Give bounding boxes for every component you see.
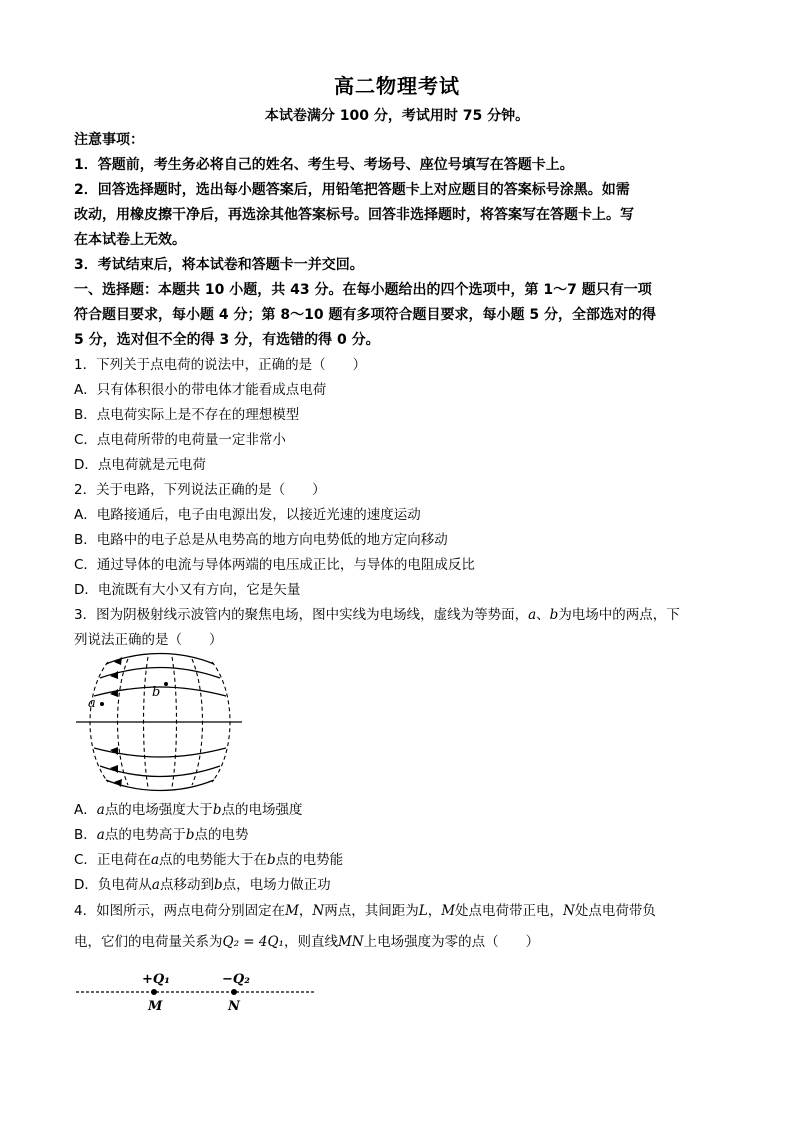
q1-option-c: C．点电荷所带的电荷量一定非常小 bbox=[74, 432, 286, 448]
q1-stem: 1．下列关于点电荷的说法中，正确的是（ ） bbox=[74, 357, 367, 373]
point-b-label: b bbox=[549, 607, 559, 623]
notice-item-2-line-3: 在本试卷上无效。 bbox=[74, 232, 186, 248]
q3-option-b: B．a点的电势高于b点的电势 bbox=[74, 827, 249, 843]
section-1-line-2: 符合题目要求，每小题 4 分；第 8～10 题有多项符合题目要求，每小题 5 分，全部选对的得 bbox=[74, 307, 656, 323]
focusing-field-figure bbox=[70, 652, 250, 792]
q2-option-a: A．电路接通后，电子由电源出发，以接近光速的速度运动 bbox=[74, 507, 421, 523]
q2-option-d: D．电流既有大小又有方向，它是矢量 bbox=[74, 582, 301, 598]
q1-option-b: B．点电荷实际上是不存在的理想模型 bbox=[74, 407, 300, 423]
point-a-label: a bbox=[528, 607, 537, 623]
notice-item-3: 3．考试结束后，将本试卷和答题卡一并交回。 bbox=[74, 257, 364, 273]
charge-q2-label: −Q₂ bbox=[222, 972, 250, 987]
q3-stem-line-1: 3．图为阴极射线示波管内的聚焦电场，图中实线为电场线，虚线为等势面，a、b为电场中的两点，下 bbox=[74, 607, 680, 623]
point-charges-figure bbox=[72, 965, 322, 1017]
q3-option-c: C．正电荷在a点的电势能大于在b点的电势能 bbox=[74, 852, 344, 868]
q3-option-d: D．负电荷从a点移动到b点，电场力做正功 bbox=[74, 877, 331, 893]
q2-stem: 2．关于电路，下列说法正确的是（ ） bbox=[74, 482, 326, 498]
q2-option-c: C．通过导体的电流与导体两端的电压成正比，与导体的电阻成反比 bbox=[74, 557, 475, 573]
figure-label-b: b bbox=[152, 685, 161, 700]
exam-info: 本试卷满分 100 分，考试用时 75 分钟。 bbox=[264, 108, 530, 124]
point-n-label: N bbox=[228, 999, 240, 1014]
q4-stem-line-2: 电，它们的电荷量关系为Q₂ = 4Q₁，则直线MN上电场强度为零的点（ ） bbox=[74, 934, 540, 950]
q2-option-b: B．电路中的电子总是从电势高的地方向电势低的地方定向移动 bbox=[74, 532, 448, 548]
section-1-line-1: 一、选择题：本题共 10 小题，共 43 分。在每小题给出的四个选项中，第 1～7 题只有一项 bbox=[74, 282, 652, 298]
q4-stem-line-1: 4．如图所示，两点电荷分别固定在M，N两点，其间距为L，M处点电荷带正电，N处点电荷带负 bbox=[74, 903, 656, 919]
figure-label-a: a bbox=[88, 696, 96, 711]
q1-option-d: D．点电荷就是元电荷 bbox=[74, 457, 206, 473]
q3-option-a: A．a点的电场强度大于b点的电场强度 bbox=[74, 802, 303, 818]
page-title: 高二物理考试 bbox=[334, 74, 460, 98]
notice-heading: 注意事项： bbox=[74, 132, 144, 148]
notice-item-2-line-2: 改动，用橡皮擦干净后，再选涂其他答案标号。回答非选择题时，将答案写在答题卡上。写 bbox=[74, 207, 634, 223]
q3-stem-line-2: 列说法正确的是（ ） bbox=[74, 632, 223, 648]
q1-option-a: A．只有体积很小的带电体才能看成点电荷 bbox=[74, 382, 327, 398]
charge-relation-formula: Q₂ = 4Q₁ bbox=[222, 934, 284, 950]
section-1-line-3: 5 分，选对但不全的得 3 分，有选错的得 0 分。 bbox=[74, 332, 380, 348]
charge-q1-label: +Q₁ bbox=[142, 972, 170, 987]
notice-item-1: 1．答题前，考生务必将自己的姓名、考生号、考场号、座位号填写在答题卡上。 bbox=[74, 157, 574, 173]
notice-item-2-line-1: 2．回答选择题时，选出每小题答案后，用铅笔把答题卡上对应题目的答案标号涂黑。如需 bbox=[74, 182, 630, 198]
point-m-label: M bbox=[148, 999, 163, 1014]
